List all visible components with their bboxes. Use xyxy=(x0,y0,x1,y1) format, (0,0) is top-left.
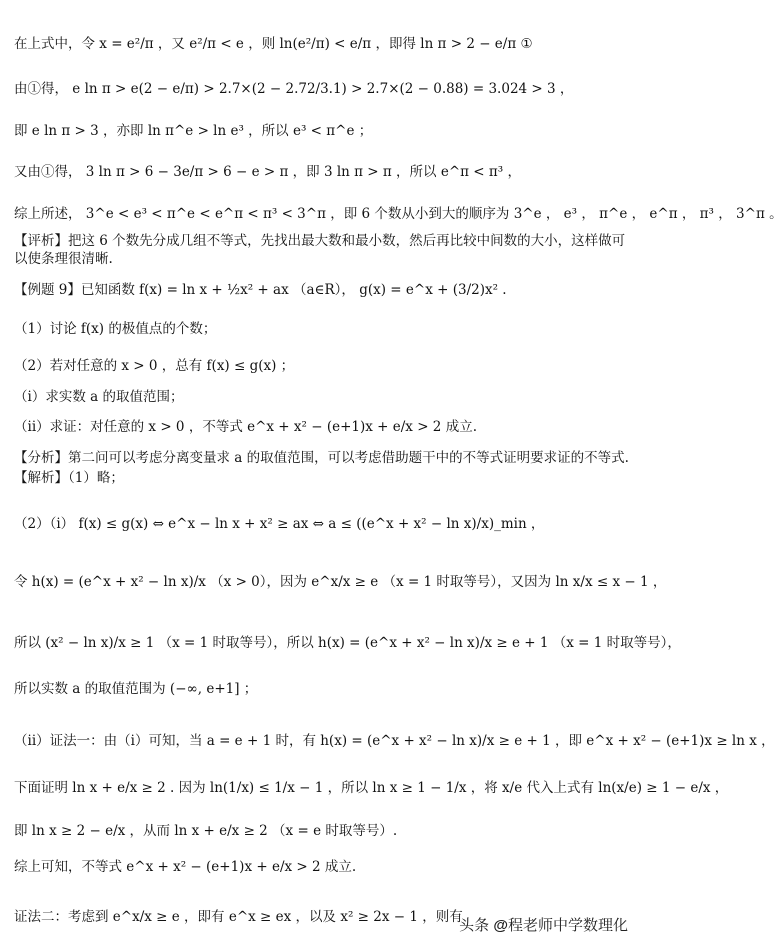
proof-conclusion-line: 即 ln x ≥ 2 − e/x ，从而 ln x + e/x ≥ 2 （x = e 时取等号）. xyxy=(14,823,398,839)
text-line-5: 综上所述， 3^e < e³ < π^e < e^π < π³ < 3^π ，即 6 个数从小到大的顺序为 3^e ， e³ ， π^e ， e^π ， π³ ， 3^π 。 xyxy=(14,206,783,222)
define-h-line: 令 h(x) = (e^x + x² − ln x)/x （x > 0），因为 e^x/x ≥ e （x = 1 时取等号），又因为 ln x/x ≤ x − 1 ， xyxy=(14,574,667,590)
question-1: （1）讨论 f(x) 的极值点的个数； xyxy=(14,321,217,337)
text-line-2: 由①得， e ln π > e(2 − e/π) > 2.7×(2 − 2.72/3.1) > 2.7×(2 − 0.88) = 3.024 > 3 ， xyxy=(14,81,574,97)
watermark xyxy=(459,914,628,935)
question-2: （2）若对任意的 x > 0 ，总有 f(x) ≤ g(x) ； xyxy=(14,358,295,374)
example-9-heading: 【例题 9】已知函数 f(x) = ln x + ½x² + ax （a∈R）， g(x) = e^x + (3/2)x² . xyxy=(14,282,507,298)
analysis-line: 【分析】第二问可以考虑分离变量求 a 的取值范围，可以考虑借助题干中的不等式证明要求证的不等式. xyxy=(14,450,629,466)
question-2-ii: （ii）求证：对任意的 x > 0 ，不等式 e^x + x² − (e+1)x + e/x > 2 成立. xyxy=(14,419,477,435)
watermark-prefix: 头条 xyxy=(459,917,490,934)
solution-heading: 【解析】（1）略； xyxy=(14,470,124,486)
proof-two-line: 证法二：考虑到 e^x/x ≥ e ，即有 e^x ≥ ex ，以及 x² ≥ 2x − 1 ，则有 xyxy=(14,909,463,925)
bound-line: 所以 (x² − ln x)/x ≥ 1 （x = 1 时取等号），所以 h(x) = (e^x + x² − ln x)/x ≥ e + 1 （x = 1 时取等号）， xyxy=(14,635,681,651)
remark-paragraph: 【评析】把这 6 个数先分成几组不等式，先找出最大数和最小数，然后再比较中间数的大小，这样做可以使条理很清晰. xyxy=(14,233,626,267)
text-line-3: 即 e ln π > 3 ，亦即 ln π^e > ln e³ ，所以 e³ < π^e ； xyxy=(14,123,373,139)
proof-one-line: （ii）证法一：由（i）可知，当 a = e + 1 时，有 h(x) = (e^x + x² − ln x)/x ≥ e + 1 ，即 e^x + x² − (e+1)x ≥ ln x ， xyxy=(14,733,775,749)
question-2-i: （i）求实数 a 的取值范围； xyxy=(14,389,184,405)
at-sign: @ xyxy=(493,917,508,934)
proof-ln-line: 下面证明 ln x + e/x ≥ 2 . 因为 ln(1/x) ≤ 1/x − 1 ，所以 ln x ≥ 1 − 1/x ，将 x/e 代入上式有 ln(x/e) ≥ 1 − e/x ， xyxy=(14,780,729,796)
solution-2i-line: （2）（i） f(x) ≤ g(x) ⇔ e^x − ln x + x² ≥ ax ⇔ a ≤ ((e^x + x² − ln x)/x)_min ， xyxy=(14,516,545,532)
text-line-1: 在上式中，令 x = e²/π ，又 e²/π < e ，则 ln(e²/π) < e/π ，即得 ln π > 2 − e/π ① xyxy=(14,36,533,52)
watermark-author: 程老师中学数理化 xyxy=(507,917,628,934)
summary-line: 综上可知，不等式 e^x + x² − (e+1)x + e/x > 2 成立. xyxy=(14,859,357,875)
range-a-line: 所以实数 a 的取值范围为 (−∞, e+1] ； xyxy=(14,681,258,697)
text-line-4: 又由①得， 3 ln π > 6 − 3e/π > 6 − e > π ，即 3 ln π > π ，所以 e^π < π³ ， xyxy=(14,164,521,180)
